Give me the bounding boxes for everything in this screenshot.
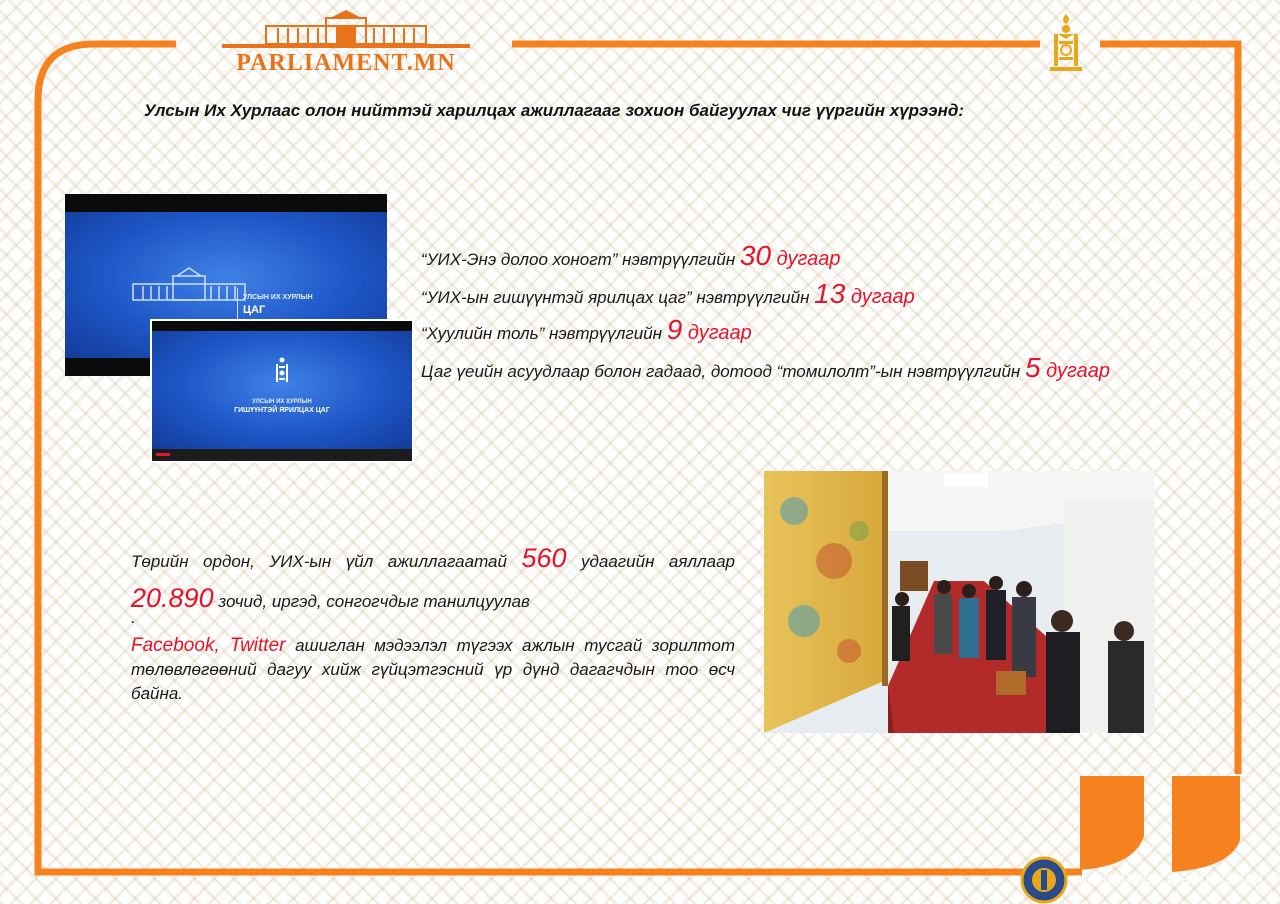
broadcast-text: Цаг үеийн асуудлаар болон гадаад, дотоод “томилолт”-ын нэвтрүүлгийн [421,362,1025,381]
visits-text-part3: зочид, иргэд, сонгогчдыг танилцуулав [213,592,530,611]
social-networks: Facebook, Twitter [131,635,286,656]
broadcast-number: 9 [666,314,683,345]
broadcast-suffix: дугаар [682,322,752,344]
broadcast-item [421,314,752,346]
site-name: PARLIAMENT.MN [236,50,456,76]
broadcast-suffix: дугаар [845,286,915,308]
tv-caption-line2: ГИШҮҮНТЭЙ ЯРИЛЦАХ ЦАГ [234,407,330,414]
visits-text-part1: Төрийн ордон, УИХ-ын үйл ажиллагаатай [131,552,522,571]
tv-caption-line2: ЦАГ [243,304,266,316]
video-player-controls[interactable] [152,449,412,461]
broadcast-text: “Хуулийн толь” нэвтрүүлгийн [421,324,667,343]
parliament-building-icon [222,8,470,52]
parliament-building-icon [129,266,249,306]
parliament-seal-icon [1020,856,1068,904]
broadcast-item [421,352,1110,384]
social-text: ашиглан мэдээлэл түгээх ажлын тусгай зорилтот төлөвлөгөөний дагуу хийж гүйцэтгэсний үр дүнд дагагчдын тоо өсч байна. [131,636,735,703]
broadcast-suffix: дугаар [1040,360,1110,382]
tv-caption-line1: УЛСЫН ИХ ХУРЛЫН [243,294,313,301]
soyombo-emblem-icon [1046,12,1086,72]
broadcast-text: “УИХ-Энэ долоо хоногт” нэвтрүүлгийн [421,250,740,269]
footer-label: МОНГОЛ УЛСЫН ИХ ХУРАЛ [1076,872,1263,887]
soyombo-icon [274,357,290,383]
broadcast-suffix: дугаар [771,248,841,270]
broadcast-number: 13 [814,278,846,309]
broadcast-item [421,278,915,310]
separator-dot: . [131,608,136,627]
visits-count: 560 [521,543,567,573]
tv-screenshot-member-talk [150,319,414,463]
visits-text-part2: удаагийн аяллаар [566,552,735,571]
social-paragraph [131,634,735,706]
visitors-count: 20.890 [131,583,214,613]
broadcast-number: 30 [739,240,772,271]
broadcast-text: “УИХ-ын гишүүнтэй ярилцах цаг” нэвтрүүлгийн [421,288,815,307]
broadcast-item [421,240,840,272]
parliament-logo[interactable] [222,8,470,76]
broadcast-number: 5 [1024,352,1041,383]
visitors-photo [764,471,1155,733]
tv-caption-line1: УЛСЫН ИХ ХУРЛЫН [252,399,312,405]
page-headline: Улсын Их Хурлаас олон нийттэй харилцах ажиллагааг зохион байгуулах чиг үүргийн хүрээнд: [144,101,965,120]
